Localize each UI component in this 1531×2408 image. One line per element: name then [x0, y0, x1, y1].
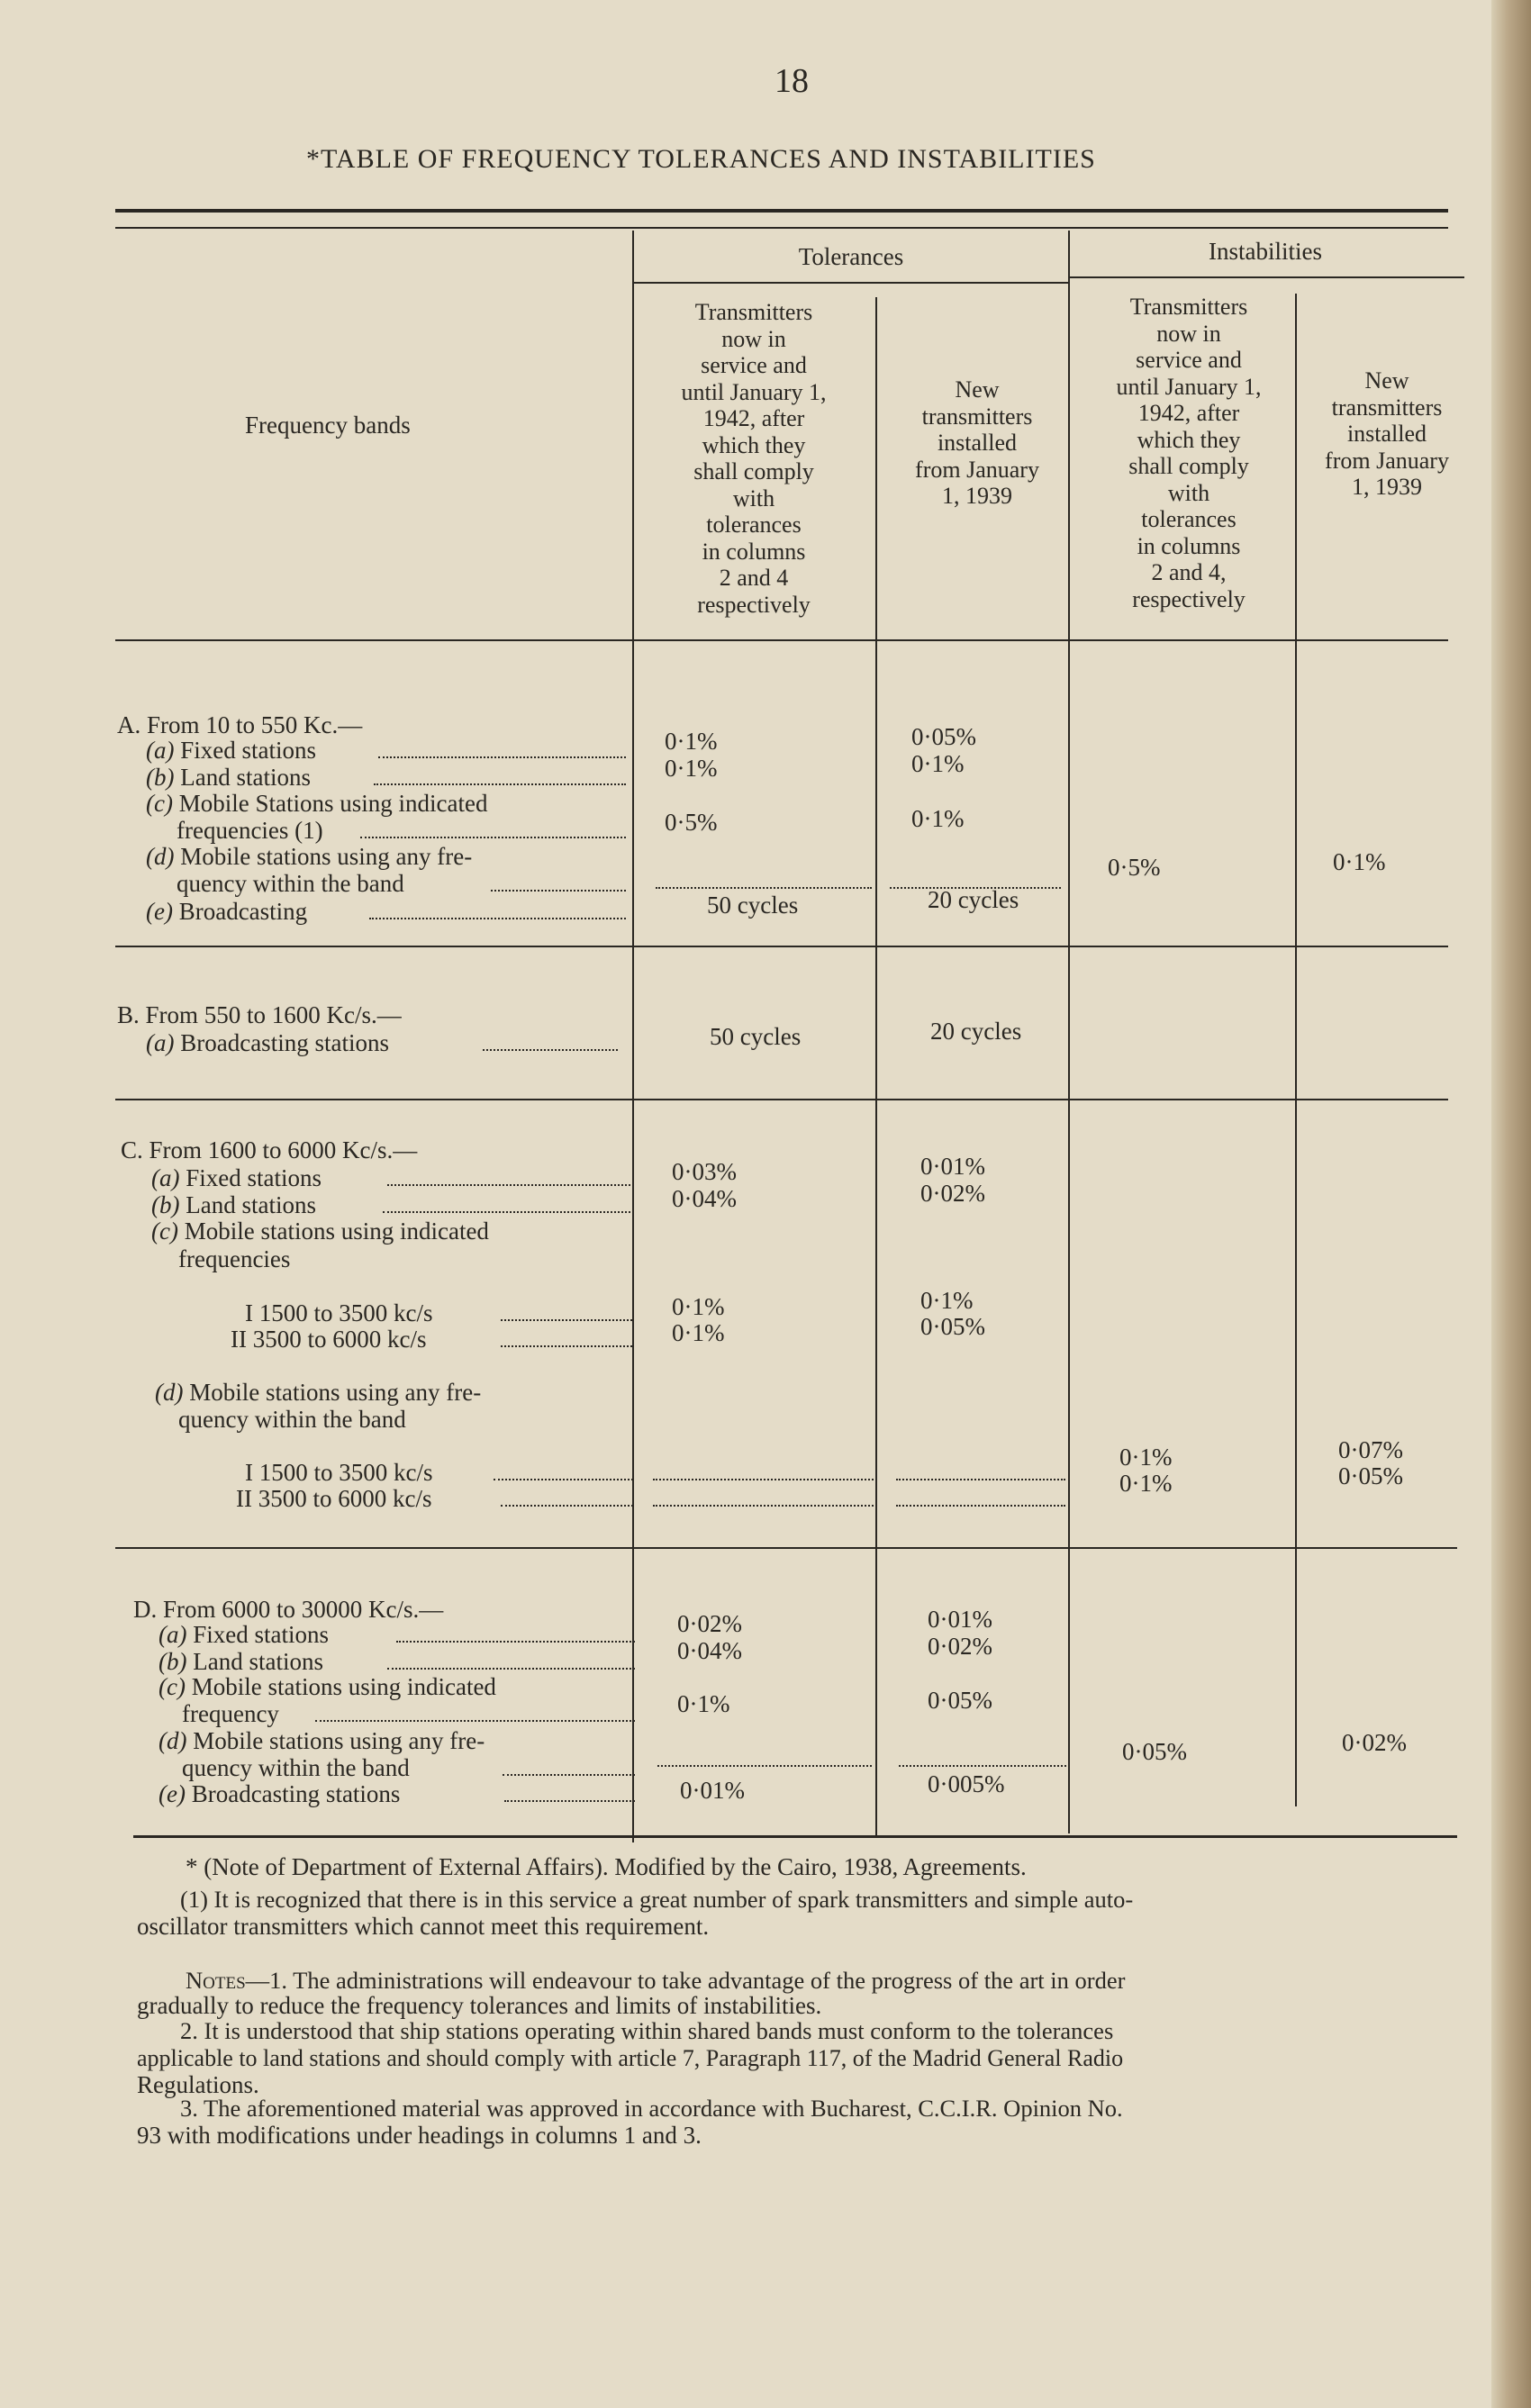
- cell-c-d1-v4: 0·07%: [1338, 1436, 1403, 1463]
- row-c-d1-label: I 1500 to 3500 kc/s: [245, 1459, 433, 1486]
- cell-d-c-v1: 0·1%: [677, 1690, 730, 1717]
- header-tolerances: Tolerances: [798, 243, 904, 270]
- cell-d-d-v4: 0·02%: [1342, 1729, 1407, 1756]
- row-marker: (b): [146, 764, 175, 791]
- section-d-heading: D. From 6000 to 30000 Kc/s.—: [133, 1596, 444, 1623]
- leader-dots: [657, 1765, 872, 1767]
- cell-a-a-v2: 0·05%: [911, 723, 976, 750]
- cell-d-a-v1: 0·02%: [677, 1610, 742, 1637]
- row-c-b-label: [151, 1191, 316, 1218]
- row-marker: (b): [159, 1648, 187, 1675]
- row-a-d-label2: quency within the band: [177, 870, 404, 897]
- note-three-line2: 93 with modifications under headings in columns 1 and 3.: [137, 2122, 702, 2149]
- header-line: 1, 1939: [1352, 474, 1422, 500]
- header-line: until January 1,: [1116, 373, 1262, 400]
- header-bottom-rule: [115, 639, 1448, 641]
- header-line: installed: [937, 430, 1018, 456]
- cell-d-b-v1: 0·04%: [677, 1637, 742, 1664]
- row-marker: (d): [159, 1727, 187, 1754]
- leader-dots: [374, 783, 626, 785]
- header-line: service and: [1136, 347, 1242, 373]
- cell-a-e-v1: 50 cycles: [707, 892, 799, 919]
- row-label: Fixed stations: [193, 1621, 329, 1648]
- row-a-d-label1: [146, 843, 472, 870]
- cell-a-c-v1: 0·5%: [665, 809, 718, 836]
- cell-c-a-v1: 0·03%: [672, 1158, 737, 1185]
- row-label: Mobile stations using any fre-: [180, 843, 473, 870]
- row-d-d-label1: [159, 1727, 485, 1754]
- header-line: from January: [1325, 447, 1449, 474]
- header-line: which they: [702, 431, 806, 458]
- row-d-c-label1: [159, 1673, 496, 1700]
- row-label: Mobile stations using any fre-: [193, 1727, 485, 1754]
- row-marker: (a): [146, 737, 175, 764]
- header-line: New: [1364, 367, 1409, 394]
- section-a-rule: [115, 946, 1448, 947]
- header-line: New: [955, 376, 1000, 403]
- row-marker: (a): [151, 1164, 180, 1191]
- header-col-new-instabilities: [1306, 367, 1468, 501]
- row-marker: (e): [146, 898, 173, 925]
- note-two-line3: Regulations.: [137, 2071, 259, 2098]
- header-line: with: [732, 484, 775, 511]
- row-c-a-label: [151, 1164, 322, 1191]
- header-line: in columns: [1137, 532, 1241, 559]
- table-bottom-rule: [133, 1835, 1457, 1838]
- row-c-c-label2: frequencies: [178, 1245, 291, 1272]
- leader-dots: [369, 918, 626, 919]
- header-line: now in: [721, 325, 786, 352]
- leader-dots: [503, 1774, 635, 1776]
- page-title: *TABLE OF FREQUENCY TOLERANCES AND INSTABILITIES: [306, 144, 1096, 174]
- row-c-c1-label: I 1500 to 3500 kc/s: [245, 1299, 433, 1326]
- header-col-now-instabilities: [1076, 294, 1301, 612]
- cell-d-d-v3: 0·05%: [1122, 1738, 1187, 1765]
- row-c-d-label1: [155, 1379, 481, 1406]
- row-c-d-label2: quency within the band: [178, 1406, 406, 1433]
- leader-dots: [653, 1505, 874, 1507]
- cell-c-c1-v2: 0·1%: [920, 1287, 974, 1314]
- leader-dots: [387, 1184, 630, 1186]
- cell-a-d-v4: 0·1%: [1333, 848, 1386, 875]
- row-marker: (c): [151, 1218, 178, 1245]
- row-label: Mobile Stations using indicated: [178, 790, 488, 817]
- row-marker: (a): [146, 1029, 175, 1056]
- header-line: transmitters: [1331, 394, 1443, 421]
- header-line: 2 and 4: [719, 565, 789, 591]
- note-three-line1: 3. The aforementioned material was approved in accordance with Bucharest, C.C.I.R. Opinion No.: [180, 2095, 1123, 2122]
- section-a-heading: A. From 10 to 550 Kc.—: [117, 711, 363, 738]
- cell-b-a-v1: 50 cycles: [710, 1023, 802, 1050]
- row-label: Mobile stations using indicated: [191, 1673, 496, 1700]
- col-rule-4: [1295, 294, 1297, 1806]
- cell-c-c1-v1: 0·1%: [672, 1293, 725, 1320]
- cell-c-c2-v1: 0·1%: [672, 1319, 725, 1346]
- section-b-heading: B. From 550 to 1600 Kc/s.—: [117, 1001, 402, 1028]
- header-line: installed: [1346, 421, 1427, 447]
- row-marker: (c): [159, 1673, 186, 1700]
- row-marker: (a): [159, 1621, 187, 1648]
- row-marker: (d): [155, 1379, 184, 1406]
- cell-d-a-v2: 0·01%: [928, 1606, 992, 1633]
- header-col-new-tolerances: [878, 376, 1076, 510]
- section-b-rule: [115, 1099, 1448, 1100]
- cell-c-d2-v3: 0·1%: [1119, 1470, 1173, 1497]
- header-line: from January: [915, 456, 1039, 483]
- row-label: Broadcasting: [178, 898, 308, 925]
- cell-d-c-v2: 0·05%: [928, 1687, 992, 1714]
- row-marker: (b): [151, 1191, 180, 1218]
- leader-dots: [360, 837, 626, 838]
- header-col-now-tolerances: [641, 299, 866, 618]
- note-one-line1: [186, 1967, 1125, 1995]
- cell-c-b-v1: 0·04%: [672, 1185, 737, 1212]
- cell-b-a-v2: 20 cycles: [930, 1018, 1022, 1045]
- leader-dots: [501, 1345, 632, 1347]
- cell-d-b-v2: 0·02%: [928, 1633, 992, 1660]
- section-c-rule: [115, 1547, 1457, 1549]
- row-label: Mobile stations using any fre-: [189, 1379, 482, 1406]
- leader-dots: [896, 1505, 1065, 1507]
- leader-dots: [387, 1668, 635, 1670]
- leader-dots: [494, 1479, 633, 1480]
- leader-dots: [315, 1720, 635, 1722]
- header-line: 2 and 4,: [1151, 559, 1227, 585]
- footnote-one-line1: (1) It is recognized that there is in this service a great number of spark transmitters and simple auto-: [180, 1886, 1134, 1913]
- row-label: Land stations: [180, 764, 311, 791]
- leader-dots: [653, 1479, 874, 1480]
- header-line: tolerances: [706, 511, 802, 538]
- header-line: respectively: [697, 591, 811, 618]
- row-a-c-label2: frequencies (1): [177, 817, 323, 844]
- row-b-a-label: [146, 1029, 389, 1056]
- leader-dots: [896, 1479, 1065, 1480]
- cell-a-e-v2: 20 cycles: [928, 886, 1019, 913]
- row-label: Fixed stations: [186, 1164, 322, 1191]
- top-rule-thin: [115, 227, 1448, 229]
- cell-d-e-v1: 0·01%: [680, 1777, 745, 1804]
- header-instabilities: Instabilities: [1209, 238, 1322, 265]
- header-rule-tol: [634, 282, 1068, 284]
- cell-c-a-v2: 0·01%: [920, 1153, 985, 1180]
- row-label: Land stations: [193, 1648, 323, 1675]
- cell-c-d2-v4: 0·05%: [1338, 1462, 1403, 1489]
- header-line: 1, 1939: [942, 483, 1012, 509]
- header-line: service and: [701, 352, 807, 378]
- cell-d-e-v2: 0·005%: [928, 1770, 1005, 1797]
- cell-a-b-v2: 0·1%: [911, 750, 965, 777]
- leader-dots: [483, 1049, 618, 1051]
- row-d-a-label: [159, 1621, 329, 1648]
- footnote-star: * (Note of Department of External Affairs). Modified by the Cairo, 1938, Agreements.: [186, 1853, 1027, 1880]
- cell-c-d1-v3: 0·1%: [1119, 1444, 1173, 1471]
- note-one-line2: gradually to reduce the frequency tolerances and limits of instabilities.: [137, 1992, 822, 2019]
- leader-dots: [396, 1641, 635, 1643]
- col-rule-1: [632, 231, 634, 1842]
- header-line: 1942, after: [1137, 400, 1240, 426]
- row-label: Land stations: [186, 1191, 316, 1218]
- header-line: 1942, after: [702, 405, 805, 431]
- cell-a-c-v2: 0·1%: [911, 805, 965, 832]
- header-line: transmitters: [921, 403, 1033, 430]
- col-rule-2: [875, 297, 877, 1837]
- leader-dots: [899, 1765, 1066, 1767]
- row-d-c-label2: frequency: [182, 1700, 279, 1727]
- header-line: respectively: [1132, 585, 1246, 612]
- page-number: 18: [775, 62, 809, 100]
- row-c-c-label1: [151, 1218, 489, 1245]
- cell-c-c2-v2: 0·05%: [920, 1313, 985, 1340]
- cell-c-b-v2: 0·02%: [920, 1180, 985, 1207]
- leader-dots: [501, 1319, 632, 1321]
- header-line: shall comply: [693, 458, 814, 484]
- header-line: shall comply: [1128, 453, 1249, 479]
- header-line: in columns: [702, 538, 806, 565]
- header-line: Transmitters: [1129, 294, 1248, 320]
- section-c-heading: C. From 1600 to 6000 Kc/s.—: [121, 1136, 418, 1163]
- header-frequency-bands: Frequency bands: [245, 412, 411, 439]
- leader-dots: [501, 1505, 633, 1507]
- row-c-d2-label: II 3500 to 6000 kc/s: [236, 1485, 432, 1512]
- row-marker: (d): [146, 843, 175, 870]
- row-d-d-label2: quency within the band: [182, 1754, 410, 1781]
- col-rule-3: [1068, 231, 1070, 1833]
- footnote-one-line2: oscillator transmitters which cannot meet this requirement.: [137, 1913, 710, 1940]
- row-c-c2-label: II 3500 to 6000 kc/s: [231, 1326, 427, 1353]
- header-line: with: [1167, 479, 1210, 506]
- notes-label: Notes: [186, 1967, 246, 1994]
- row-label: Broadcasting stations: [180, 1029, 389, 1056]
- leader-dots: [383, 1211, 630, 1213]
- row-label: Broadcasting stations: [191, 1780, 401, 1807]
- row-label: Mobile stations using indicated: [184, 1218, 489, 1245]
- leader-dots: [491, 890, 626, 892]
- row-a-c-label1: [146, 790, 487, 817]
- header-line: Transmitters: [694, 299, 813, 325]
- page-edge: [1491, 0, 1531, 2408]
- cell-a-d-v3: 0·5%: [1108, 854, 1161, 881]
- row-label: Fixed stations: [180, 737, 316, 764]
- leader-dots: [504, 1800, 635, 1802]
- note-two-line1: 2. It is understood that ship stations operating within shared bands must conform to the tolerances: [180, 2017, 1114, 2044]
- top-rule-thick: [115, 209, 1448, 213]
- leader-dots: [656, 887, 872, 889]
- row-a-b-label: [146, 764, 311, 791]
- note-two-line2: applicable to land stations and should comply with article 7, Paragraph 117, of the Madrid General Radio: [137, 2045, 1124, 2071]
- header-line: until January 1,: [681, 378, 827, 405]
- row-d-e-label: [159, 1780, 400, 1807]
- note-text: —1. The administrations will endeavour to take advantage of the progress of the art in order: [245, 1967, 1126, 1994]
- header-line: tolerances: [1141, 506, 1237, 532]
- header-line: now in: [1156, 320, 1221, 347]
- row-a-e-label: [146, 898, 307, 925]
- leader-dots: [378, 756, 626, 758]
- cell-a-b-v1: 0·1%: [665, 755, 718, 782]
- row-marker: (e): [159, 1780, 186, 1807]
- row-d-b-label: [159, 1648, 323, 1675]
- header-line: which they: [1137, 426, 1241, 453]
- row-marker: (c): [146, 790, 173, 817]
- cell-a-a-v1: 0·1%: [665, 728, 718, 755]
- row-a-a-label: [146, 737, 316, 764]
- header-rule-inst: [1068, 276, 1464, 278]
